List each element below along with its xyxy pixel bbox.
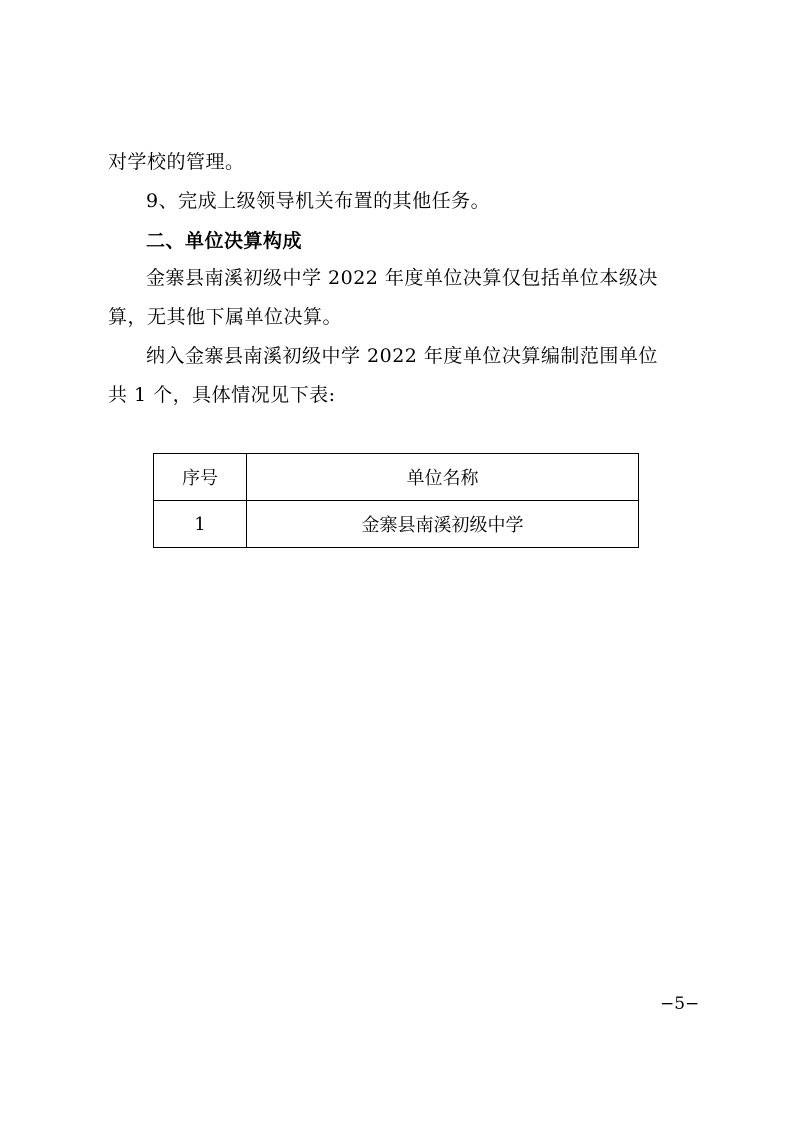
paragraph-text: 对学校的管理。	[108, 151, 245, 173]
paragraph-text: 9、完成上级领导机关布置的其他任务。	[146, 190, 491, 212]
unit-table	[153, 453, 639, 548]
table-header-unit-name: 单位名称	[247, 454, 639, 501]
table-header-row	[154, 454, 639, 501]
table-row	[154, 501, 639, 548]
paragraph-text: 纳入金寨县南溪初级中学 2022 年度单位决算编制范围单位	[146, 345, 658, 367]
table-header-seq: 序号	[154, 454, 247, 501]
paragraph-text: 共 1 个，具体情况见下表:	[108, 384, 336, 406]
paragraph-text: 算，无其他下属单位决算。	[108, 306, 343, 328]
table-cell-seq: 1	[154, 501, 247, 548]
page-number: −5−	[660, 994, 700, 1014]
section-heading: 二、单位决算构成	[146, 230, 303, 252]
paragraph-text: 金寨县南溪初级中学 2022 年度单位决算仅包括单位本级决	[146, 267, 658, 289]
table-cell-unit-name: 金寨县南溪初级中学	[247, 501, 639, 548]
